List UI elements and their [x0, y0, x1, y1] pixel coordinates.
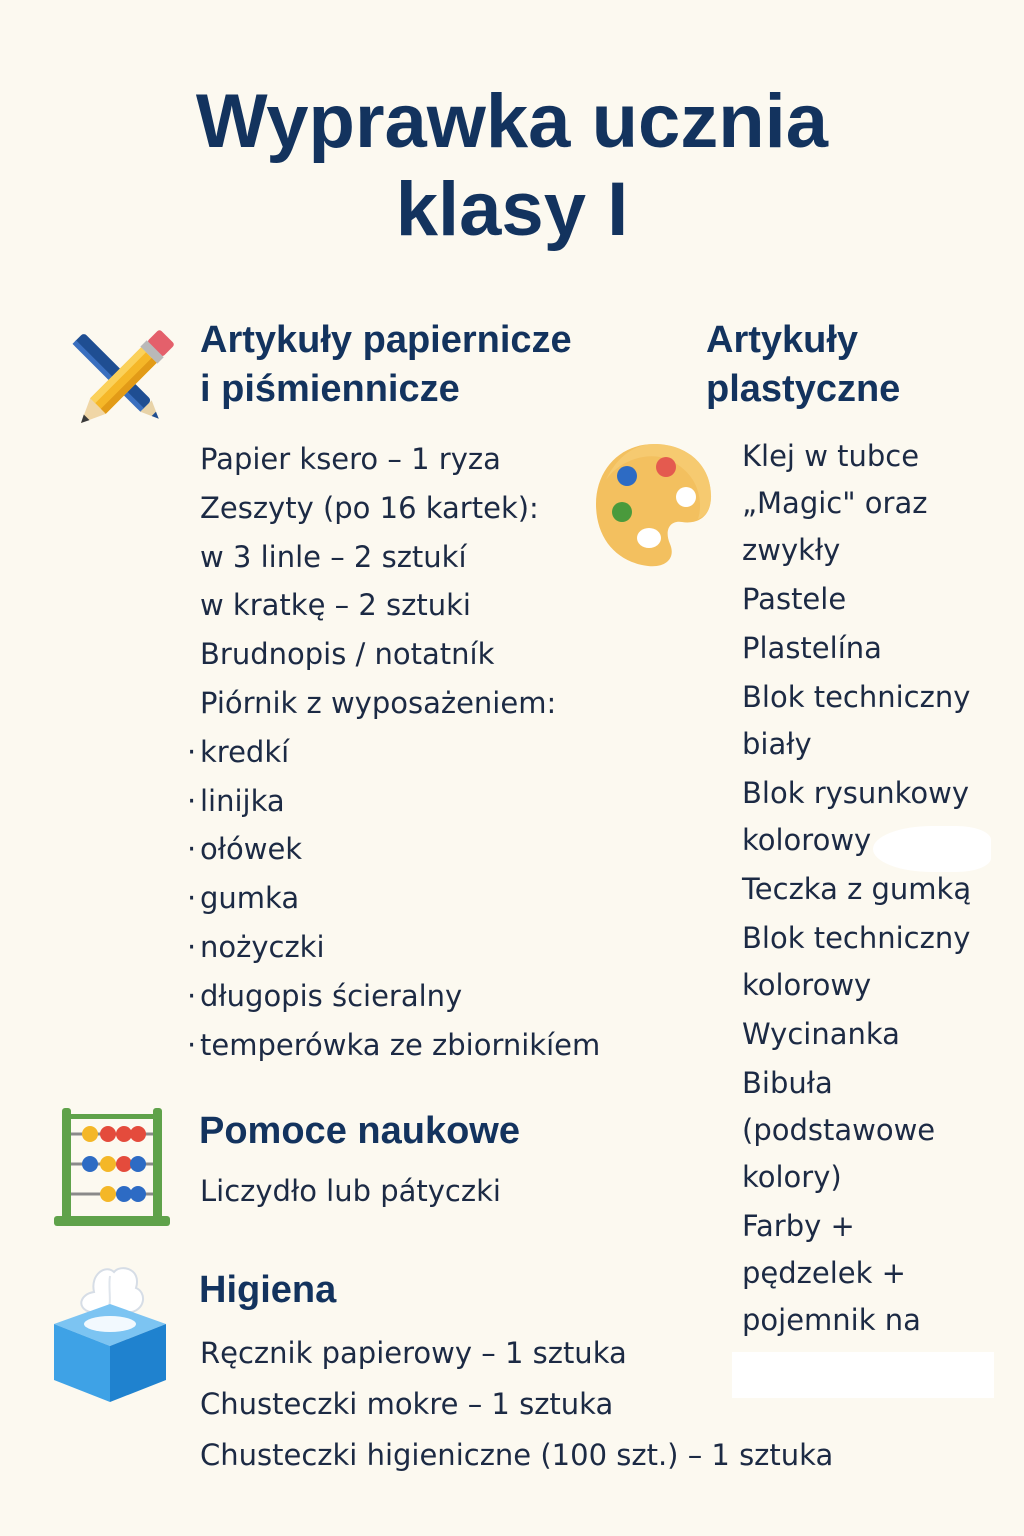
list-item: Wycinanka: [742, 1017, 900, 1051]
pencil-case-item: · linijka: [200, 777, 600, 826]
list-item: Klej w tubce „Magic" oraz zwykły: [742, 439, 928, 567]
page-title-line-1: Wyprawka ucznia: [195, 79, 829, 164]
section-heading-hygiene: Higiena: [199, 1269, 337, 1311]
art-supplies-list: [742, 433, 1002, 1391]
hygiene-list: [200, 1328, 833, 1481]
page-title: [0, 78, 1024, 254]
paint-palette-icon: [594, 440, 714, 570]
section-heading-paper-line-1: Artykuły papiernicze: [200, 319, 572, 361]
list-item: Zeszyty (po 16 kartek):: [200, 490, 539, 525]
pencil-case-item: · długopis ścieralny: [200, 972, 600, 1021]
list-item: w kratkę – 2 sztuki: [200, 588, 471, 623]
section-heading-aids: Pomoce naukowe: [199, 1110, 520, 1152]
list-item: w 3 linle – 2 sztukí: [200, 539, 467, 574]
section-heading-paper-line-2: i piśmiennicze: [200, 368, 460, 410]
list-item: Blok techniczny biały: [742, 680, 971, 761]
pencil-case-item: · nożyczki: [200, 923, 600, 972]
tissue-box-icon: [50, 1262, 170, 1404]
section-heading-art-line-1: Artykuły: [706, 319, 859, 361]
list-item: Brudnopis / notatník: [200, 637, 495, 672]
section-heading-art: [706, 316, 900, 414]
list-item: Pastele: [742, 582, 847, 616]
list-item: Teczka z gumką: [742, 872, 972, 906]
list-item: Blok rysunkowy kolorowy: [742, 776, 970, 857]
pencil-case-item: · kredkí: [200, 728, 600, 777]
list-item: Ręcznik papierowy – 1 sztuka: [200, 1336, 627, 1370]
list-item: Blok techniczny kolorowy: [742, 921, 971, 1002]
section-heading-art-line-2: plastyczne: [706, 368, 901, 410]
white-patch: [873, 826, 991, 872]
pencil-case-item: · ołówek: [200, 825, 600, 874]
pencil-and-pen-icon: [60, 318, 185, 446]
list-item: Papier ksero – 1 ryza: [200, 442, 501, 476]
list-item: Farby + pędzelek + pojemnik na: [742, 1209, 921, 1337]
list-item: Chusteczki mokre – 1 sztuka: [200, 1387, 614, 1421]
section-heading-paper: [200, 316, 572, 414]
list-item: Piórnik z wyposażeniem:: [200, 685, 557, 720]
pencil-case-item: · gumka: [200, 874, 600, 923]
list-item: Chusteczki higieniczne (100 szt.) – 1 sztuka: [200, 1438, 834, 1472]
list-item: Plastelína: [742, 631, 882, 665]
list-item: Bibuła (podstawowe kolory): [742, 1066, 936, 1194]
learning-aids-list: [200, 1171, 501, 1211]
abacus-icon: [52, 1106, 172, 1230]
list-item: Liczydło lub pátyczki: [200, 1174, 501, 1208]
pencil-case-item: · temperówka ze zbiornikíem: [200, 1021, 600, 1070]
paper-supplies-list: [200, 435, 600, 1069]
page-title-line-2: klasy I: [395, 167, 629, 252]
